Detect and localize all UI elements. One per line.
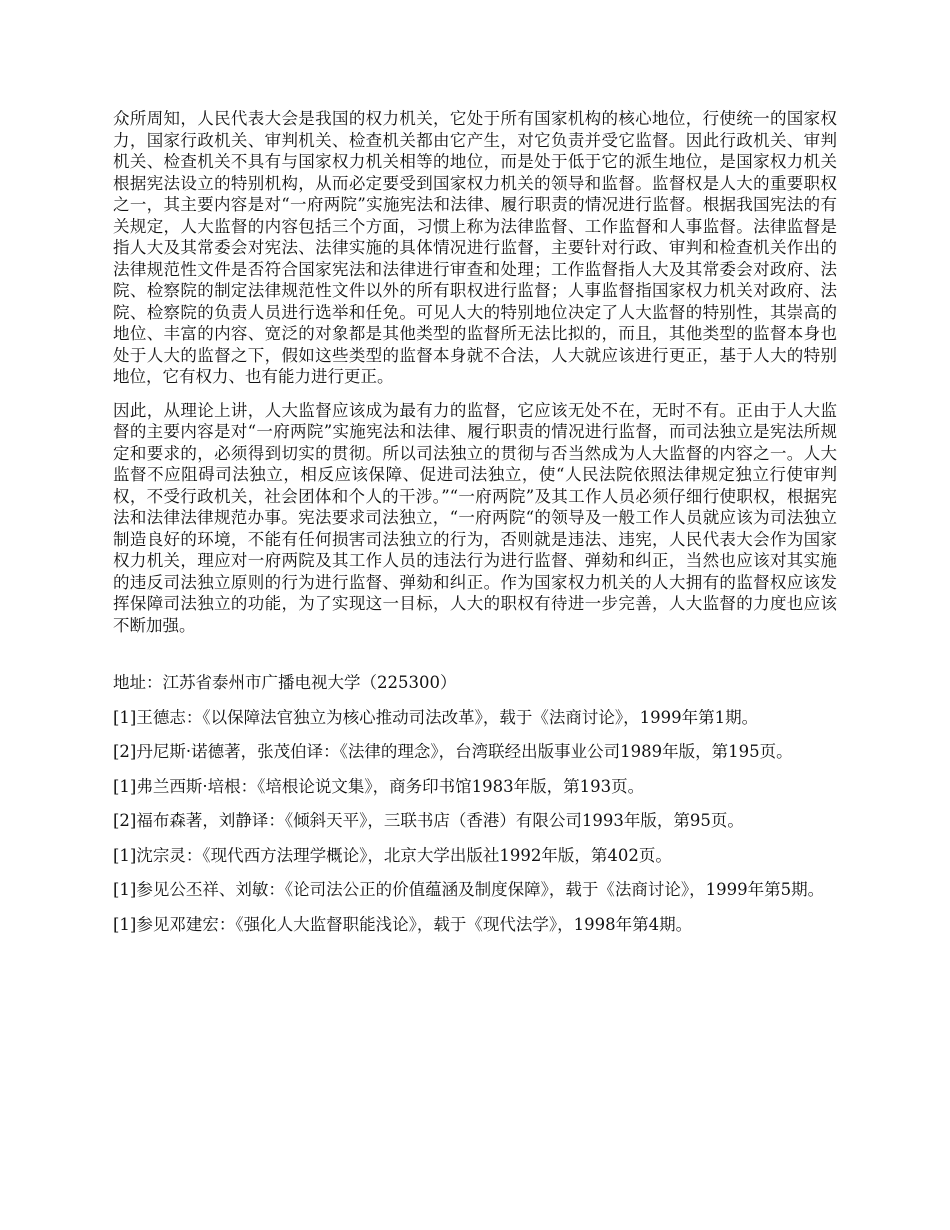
footnote-item: [1]参见邓建宏：《强化人大监督职能浅论》，载于《现代法学》，1998年第4期。: [113, 914, 693, 934]
article-body: [113, 108, 837, 636]
footnotes-list: [113, 707, 837, 936]
footnote-item: [2]福布森著，刘静译：《倾斜天平》，三联书店（香港）有限公司1993年版，第95页。: [113, 811, 744, 830]
body-paragraph-1: 众所周知，人民代表大会是我国的权力机关，它处于所有国家机构的核心地位，行使统一的国家权力，国家行政机关、审判机关、检查机关都由它产生，对它负责并受它监督。因此行政机关、审判机关、检查机关不具有与国家权力机关相等的地位，而是处于低于它的派生地位，是国家权力机关根据宪法设立的特别机构，从而必定要受到国家权力机关的领导和监督。监督权是人大的重要职权之一，其主要内容是对“一府两院”实施宪法和法律、履行职责的情况进行监督。根据我国宪法的有关规定，人大监督的内容包括三个方面，习惯上称为法律监督、工作监督和人事监督。法律监督是指人大及其常委会对宪法、法律实施的具体情况进行监督，主要针对行政、审判和检查机关作出的法律规范性文件是否符合国家宪法和法律进行审查和处理；工作监督指人大及其常委会对政府、法院、检察院的制定法律规范性文件以外的所有职权进行监督；人事监督指国家权力机关对政府、法院、检察院的负责人员进行选举和任免。可见人大的特别地位决定了人大监督的特别性，其崇高的地位、丰富的内容、宽泛的对象都是其他类型的监督所无法比拟的，而且，其他类型的监督本身也处于人大的监督之下，假如这些类型的监督本身就不合法，人大就应该进行更正，基于人大的特别地位，它有权力、也有能力进行更正。: [113, 109, 837, 386]
footnote-item: [1]王德志：《以保障法官独立为核心推动司法改革》，载于《法商讨论》，1999年第1期。: [113, 707, 759, 727]
author-address: 地址：江苏省泰州市广播电视大学（225300）: [113, 673, 457, 692]
footnote-item: [1]参见公丕祥、刘敏：《论司法公正的价值蕴涵及制度保障》，载于《法商讨论》，1999年第5期。: [113, 880, 825, 899]
document-page: [113, 108, 837, 948]
body-paragraph-2: 因此，从理论上讲，人大监督应该成为最有力的监督，它应该无处不在，无时不有。正由于人大监督的主要内容是对“一府两院”实施宪法和法律、履行职责的情况进行监督，而司法独立是宪法所规定和要求的，必须得到切实的贯彻。所以司法独立的贯彻与否当然成为人大监督的内容之一。人大监督不应阻碍司法独立，相反应该保障、促进司法独立，使“人民法院依照法律规定独立行使审判权，不受行政机关，社会团体和个人的干涉。”“一府两院”及其工作人员必须仔细行使职权，根据宪法和法律法律规范办事。宪法要求司法独立，“一府两院“的领导及一般工作人员就应该为司法独立制造良好的环境，不能有任何损害司法独立的行为，否则就是违法、违宪，人民代表大会作为国家权力机关，理应对一府两院及其工作人员的违法行为进行监督、弹劾和纠正，当然也应该对其实施的违反司法独立原则的行为进行监督、弹劾和纠正。作为国家权力机关的人大拥有的监督权应该发挥保障司法独立的功能，为了实现这一目标，人大的职权有待进一步完善，人大监督的力度也应该不断加强。: [113, 400, 837, 635]
footnote-item: [1]沈宗灵：《现代西方法理学概论》，北京大学出版社1992年版，第402页。: [113, 845, 672, 865]
footnote-item: [1]弗兰西斯·培根：《培根论说文集》，商务印书馆1983年版，第193页。: [113, 776, 645, 796]
footnote-item: [2]丹尼斯·诺德著，张茂伯译：《法律的理念》，台湾联经出版事业公司1989年版，第195页。: [113, 742, 793, 761]
